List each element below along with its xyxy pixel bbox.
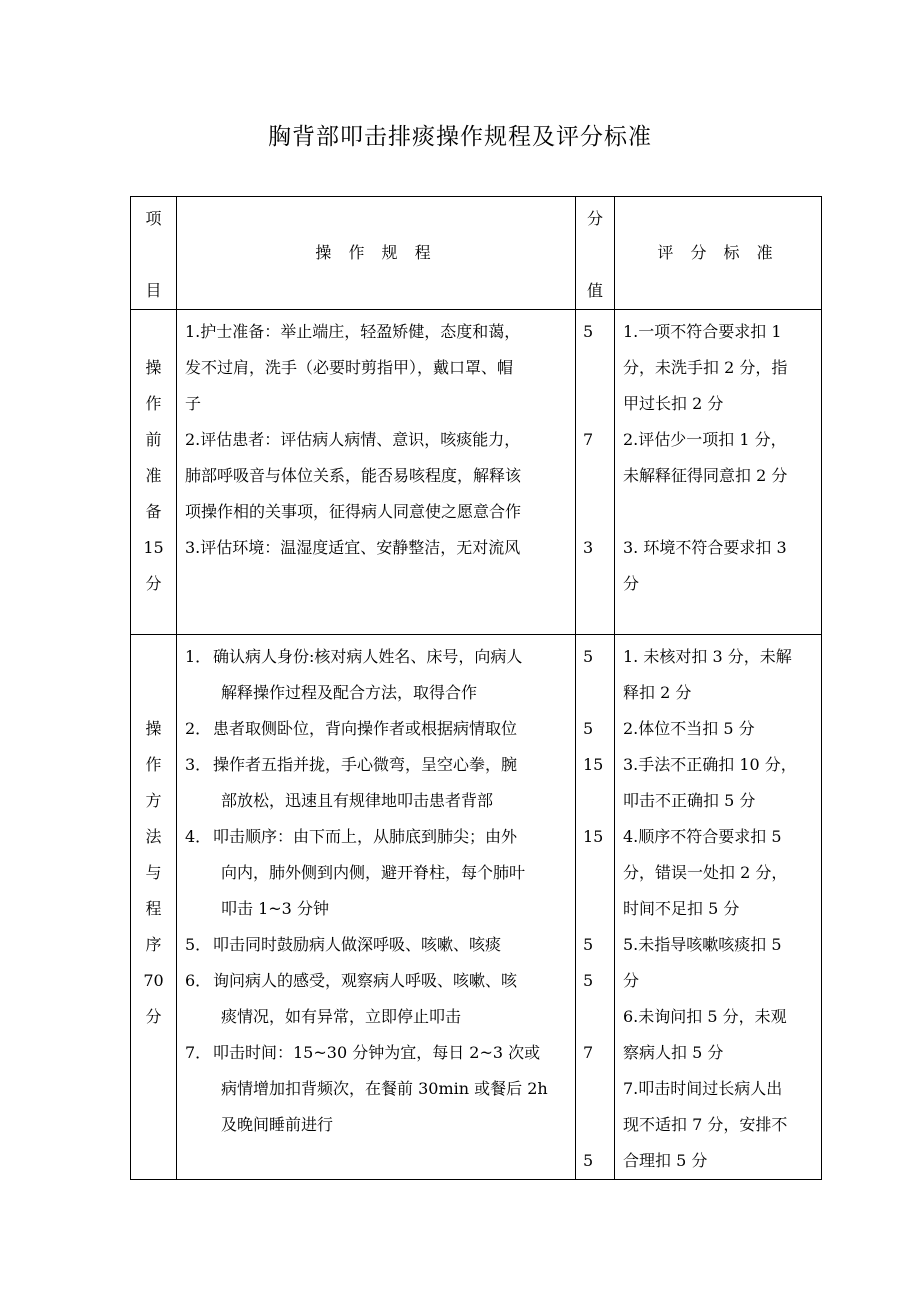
criteria-line: 分: [623, 574, 640, 593]
header-item-top: 项: [145, 209, 162, 228]
procedure-line: 2.评估患者：评估病人病情、意识，咳痰能力，: [185, 430, 521, 449]
score-value: 5: [583, 1151, 594, 1170]
criteria-line: 1.一项不符合要求扣 1: [623, 322, 782, 341]
section-method-label: 操 作 方 法 与 程 序 70 分: [131, 635, 177, 1180]
section-prep-row: [131, 310, 822, 635]
header-score-bottom: 值: [586, 281, 603, 300]
header-score-cell: [576, 197, 615, 310]
criteria-line: 甲过长扣 2 分: [623, 394, 724, 413]
score-value: 15: [583, 755, 604, 774]
score-value: 7: [583, 430, 594, 449]
procedure-line: 发不过肩，洗手（必要时剪指甲），戴口罩、帽: [185, 358, 514, 377]
header-criteria: 评 分 标 准: [615, 197, 822, 310]
criteria-line: 释扣 2 分: [623, 683, 692, 702]
section-prep-scores: [576, 310, 615, 635]
criteria-line: 7.叩击时间过长病人出: [623, 1079, 783, 1098]
score-value: 15: [583, 827, 604, 846]
criteria-line: 分: [623, 971, 640, 990]
procedure-line: 肺部呼吸音与体位关系，能否易咳程度，解释该: [185, 466, 522, 485]
criteria-line: 察病人扣 5 分: [623, 1043, 724, 1062]
header-procedure: 操 作 规 程: [177, 197, 576, 310]
step-item: 3． 操作者五指并拢，手心微弯，呈空心拳，腕 部放松，迅速且有规律地叩击患者背部: [185, 755, 518, 810]
criteria-line: 3. 环境不符合要求扣 3: [623, 538, 787, 557]
criteria-line: 未解释征得同意扣 2 分: [623, 466, 788, 485]
section-prep-criteria: [615, 310, 822, 635]
score-value: 5: [583, 971, 594, 990]
procedure-line: 子: [185, 394, 202, 413]
criteria-line: 1. 未核对扣 3 分，未解: [623, 647, 792, 666]
step-item: 6． 询问病人的感受，观察病人呼吸、咳嗽、咳 痰情况，如有异常，立即停止叩击: [185, 971, 518, 1026]
scoring-table: [130, 196, 822, 1180]
header-item-cell: [131, 197, 177, 310]
section-prep-label: 操 作 前 准 备 15 分: [131, 310, 177, 635]
score-value: 5: [583, 719, 594, 738]
section-method-scores: [576, 635, 615, 1180]
criteria-line: 2.体位不当扣 5 分: [623, 719, 755, 738]
criteria-line: 分，错误一处扣 2 分，: [623, 863, 788, 882]
procedure-line: 3.评估环境：温湿度适宜、安静整洁，无对流风: [185, 538, 521, 557]
criteria-line: 叩击不正确扣 5 分: [623, 791, 756, 810]
step-item: 2． 患者取侧卧位，背向操作者或根据病情取位: [185, 719, 518, 738]
criteria-line: 3.手法不正确扣 10 分，: [623, 755, 797, 774]
score-value: 7: [583, 1043, 594, 1062]
criteria-line: 2.评估少一项扣 1 分，: [623, 430, 787, 449]
criteria-line: 5.未指导咳嗽咳痰扣 5: [623, 935, 782, 954]
criteria-line: 分，未洗手扣 2 分，指: [623, 358, 788, 377]
step-item: 7． 叩击时间：15~30 分钟为宜，每日 2~3 次或 病情增加扣背频次，在餐前 30min 或餐后 2h 及晚间睡前进行: [185, 1043, 548, 1134]
score-value: 5: [583, 647, 594, 666]
section-method-criteria: [615, 635, 822, 1180]
header-row: [131, 197, 822, 310]
criteria-line: 6.未询问扣 5 分，未观: [623, 1007, 787, 1026]
criteria-line: 现不适扣 7 分，安排不: [623, 1115, 788, 1134]
section-prep-procedure: [177, 310, 576, 635]
score-value: 5: [583, 935, 594, 954]
header-item-bottom: 目: [145, 281, 162, 300]
step-item: 4． 叩击顺序：由下而上，从肺底到肺尖；由外 向内，肺外侧到内侧，避开脊柱，每个肺叶 叩击 1~3 分钟: [185, 827, 526, 918]
page-title: 胸背部叩击排痰操作规程及评分标准: [268, 124, 652, 150]
section-method-procedure: [177, 635, 576, 1180]
criteria-line: 4.顺序不符合要求扣 5: [623, 827, 782, 846]
score-value: 3: [583, 538, 594, 557]
step-item: 5． 叩击同时鼓励病人做深呼吸、咳嗽、咳痰: [185, 935, 502, 954]
step-item: 1． 确认病人身份:核对病人姓名、床号，向病人 解释操作过程及配合方法，取得合作: [185, 647, 523, 702]
procedure-line: 项操作相的关事项，征得病人同意使之愿意合作: [185, 502, 522, 521]
section-method-row: [131, 635, 822, 1180]
criteria-line: 合理扣 5 分: [623, 1151, 708, 1170]
header-score-top: 分: [586, 209, 603, 228]
score-value: 5: [583, 322, 594, 341]
procedure-line: 1.护士准备：举止端庄，轻盈矫健，态度和蔼，: [185, 322, 521, 341]
criteria-line: 时间不足扣 5 分: [623, 899, 740, 918]
